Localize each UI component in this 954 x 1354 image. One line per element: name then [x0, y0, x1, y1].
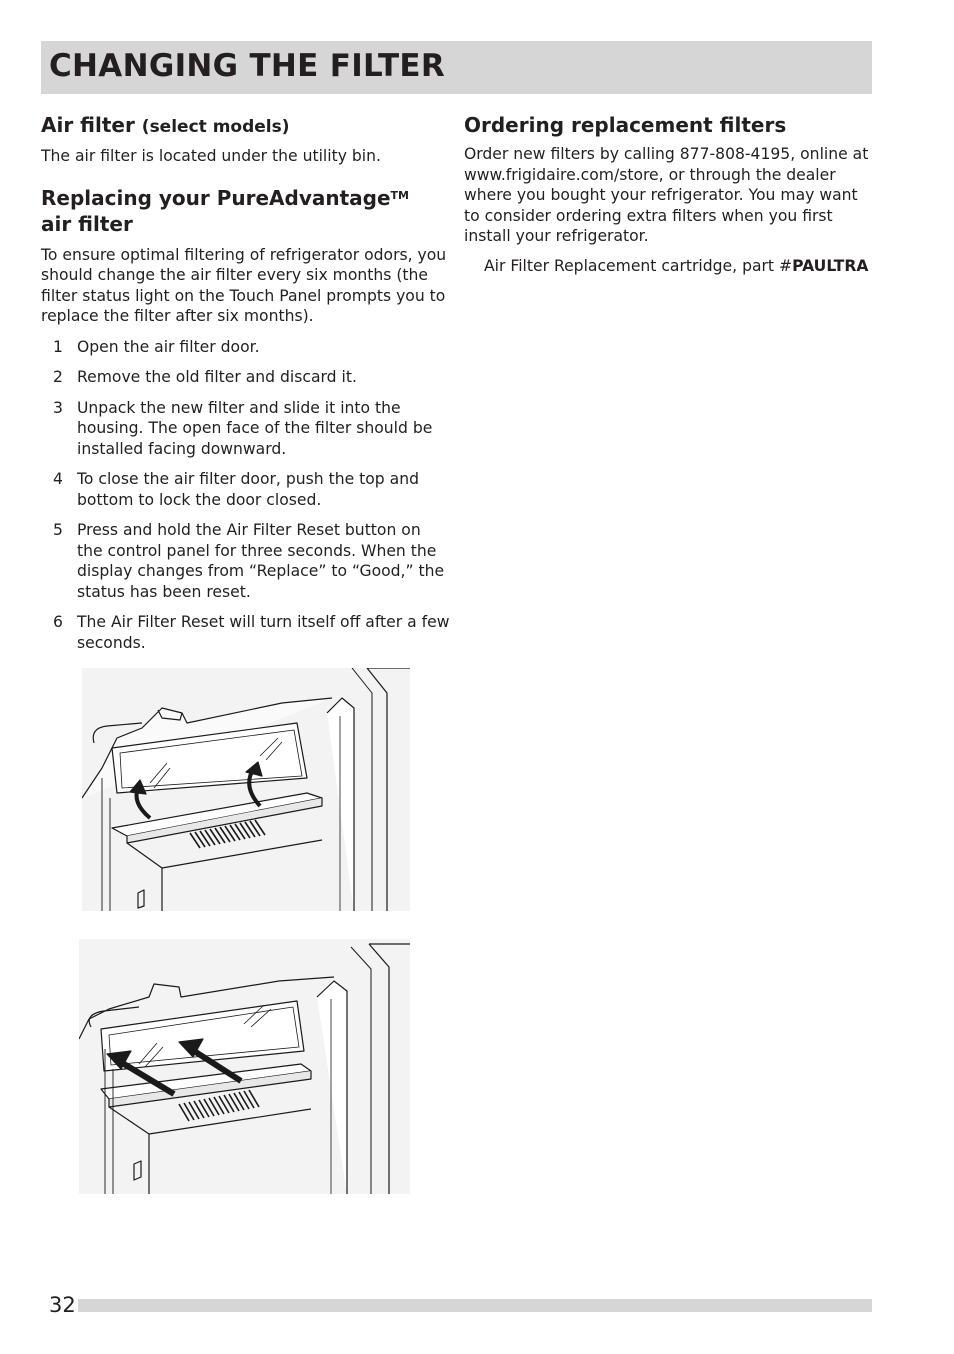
air-filter-door-open-illustration: [82, 668, 410, 911]
step-text: Press and hold the Air Filter Reset button on the control panel for three seconds. When the display changes from “Replace” to “Good,” the status has been reset.: [77, 521, 445, 601]
list-item: [41, 612, 451, 653]
air-filter-door-close-illustration: [79, 939, 410, 1194]
page-title: CHANGING THE FILTER: [49, 48, 446, 84]
ordering-heading: Ordering replacement filters: [464, 113, 787, 137]
air-filter-heading-sub: (select models): [141, 117, 290, 137]
step-number: 2: [53, 368, 63, 386]
footer-bar: [78, 1299, 872, 1312]
replacing-intro-text: To ensure optimal filtering of refrigerator odors, you should change the air filter every six months (the filter status light on the Touch Panel prompts you to replace the filter after six months).: [41, 245, 447, 325]
trademark-mark: TM: [390, 188, 409, 202]
step-number: 5: [53, 521, 63, 539]
step-text: The Air Filter Reset will turn itself off after a few seconds.: [77, 613, 450, 652]
step-number: 6: [53, 613, 63, 631]
list-item: [41, 337, 451, 358]
steps-list: [41, 337, 451, 654]
step-text: Remove the old filter and discard it.: [77, 368, 357, 386]
step-number: 4: [53, 470, 63, 488]
part-number-line: [464, 256, 876, 277]
step-text: Unpack the new filter and slide it into the housing. The open face of the filter should be installed facing downward.: [77, 398, 433, 458]
part-label: Air Filter Replacement cartridge, part #: [484, 256, 793, 275]
list-item: [41, 520, 451, 602]
replacing-heading: [41, 185, 451, 237]
part-number: PAULTRA: [792, 256, 869, 275]
step-text: To close the air filter door, push the top and bottom to lock the door closed.: [77, 470, 419, 509]
replacing-heading-line2: air filter: [41, 211, 133, 236]
air-filter-location-text: The air filter is located under the utility bin.: [41, 147, 381, 165]
list-item: [41, 367, 451, 388]
step-number: 1: [53, 337, 63, 356]
left-column: [41, 112, 451, 663]
page-number: 32: [49, 1293, 76, 1317]
step-text: Open the air filter door.: [77, 337, 260, 356]
list-item: [41, 469, 451, 510]
air-filter-heading: [41, 112, 451, 140]
list-item: [41, 398, 451, 460]
step-number: 3: [53, 398, 63, 417]
right-column: [464, 112, 876, 276]
air-filter-heading-main: Air filter: [41, 113, 135, 137]
replacing-heading-line1: Replacing your PureAdvantage: [41, 185, 391, 210]
ordering-text: Order new filters by calling 877-808-4195, online at www.frigidaire.com/store, or through the dealer where you bought your refrigerator. You may want to consider ordering extra filters when you first install your refrigerator.: [464, 145, 869, 245]
